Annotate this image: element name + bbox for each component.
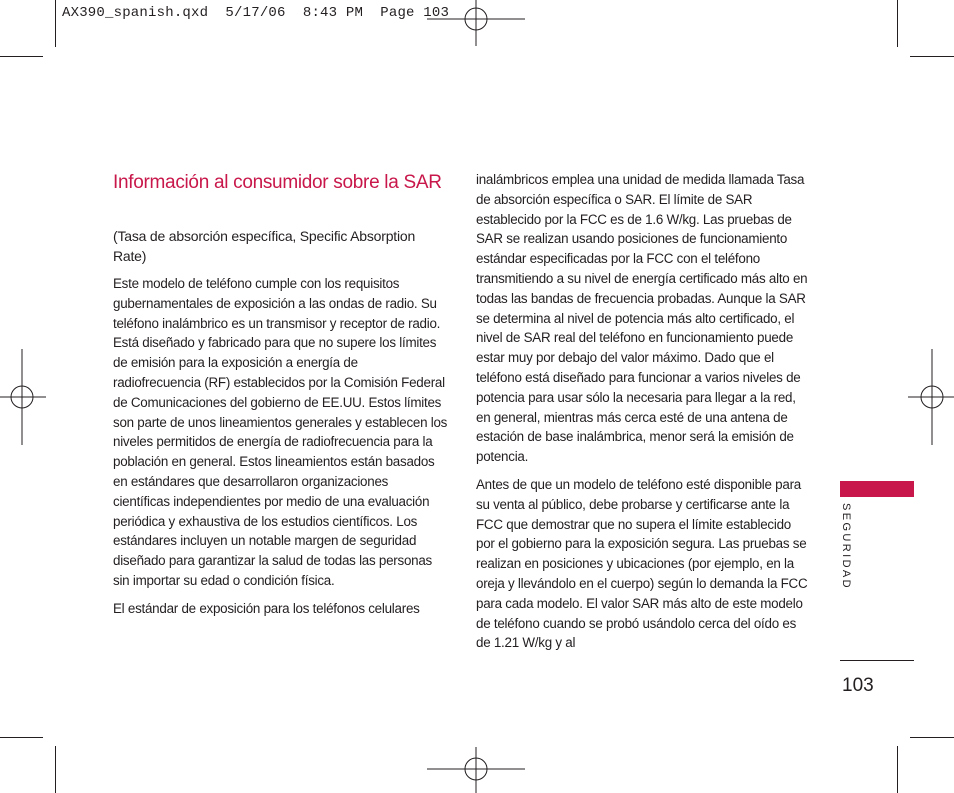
body-paragraph: inalámbricos emplea una unidad de medida llamada Tasa de absorción específica o SAR. El límite de SAR establecido por la FCC es de 1.6 W/kg. Las pruebas de SAR se realizan usando posiciones de funcionamiento estándar especificadas por la FCC con el teléfono transmitiendo a su nivel de energía certificado más alto en todas las bandas de frecuencia probadas. Aunque la SAR se determina al nivel de potencia más alto certificado, el nivel de SAR real del teléfono en funcionamiento puede estar muy por debajo del valor máximo. Dado que el teléfono está diseñado para funcionar a varios niveles de potencia para usar sólo la necesaria para llegar a la red, en general, mientras más cerca esté de una antena de estación de base inalámbrica, menor será la emisión de potencia. xyxy=(476,172,808,465)
left-column xyxy=(113,274,448,627)
section-tab-label: SEGURIDAD xyxy=(840,503,852,590)
crop-mark-bottom-right-horizontal xyxy=(910,737,954,738)
crop-mark-bottom-left-vertical xyxy=(55,746,56,793)
page-number: 103 xyxy=(842,675,874,696)
registration-mark-icon xyxy=(427,745,525,793)
right-column xyxy=(476,170,812,661)
page-title: Información al consumidor sobre la SAR xyxy=(113,172,442,193)
registration-mark-icon xyxy=(908,349,954,445)
crop-mark-top-right-vertical xyxy=(897,0,898,47)
page-number-rule xyxy=(840,660,914,661)
section-tab-bar xyxy=(840,481,914,497)
crop-mark-top-left-vertical xyxy=(55,0,56,47)
print-slug: AX390_spanish.qxd 5/17/06 8:43 PM Page 103 xyxy=(62,5,450,21)
body-paragraph: Antes de que un modelo de teléfono esté disponible para su venta al público, debe probarse y certificarse ante la FCC que demostrar que no supera el límite establecido por el gobierno para la exposición segura. Las pruebas se realizan en posiciones y ubicaciones (por ejemplo, en la oreja y llevándolo en el cuerpo) según lo demanda la FCC para cada modelo. El valor SAR más alto de este modelo de teléfono cuando se probó usándolo cerca del oído es de 1.21 W/kg y al xyxy=(476,476,808,651)
page-subtitle: (Tasa de absorción específica, Specific Absorption Rate) xyxy=(113,228,416,264)
crop-mark-top-right-horizontal xyxy=(910,56,954,57)
crop-mark-top-left-horizontal xyxy=(0,56,43,57)
crop-mark-bottom-right-vertical xyxy=(897,746,898,793)
registration-mark-icon xyxy=(0,349,46,445)
crop-mark-bottom-left-horizontal xyxy=(0,737,43,738)
body-paragraph: Este modelo de teléfono cumple con los requisitos gubernamentales de exposición a las ondas de radio. Su teléfono inalámbrico es un transmisor y receptor de radio. Está diseñado y fabricado para que no supere los límites de emisión para la exposición a energía de radiofrecuencia (RF) establecidos por la Comisión Federal de Comunicaciones del gobierno de EE.UU. Estos límites son parte de unos lineamientos generales y establecen los niveles permitidos de energía de radiofrecuencia para la población en general. Estos lineamientos están basados en estándares que desarrollaron organizaciones científicas independientes por medio de una evaluación periódica y exhaustiva de los estudios científicos. Los estándares incluyen un notable margen de seguridad diseñado para garantizar la salud de todas las personas sin importar su edad o condición física. xyxy=(113,276,448,588)
body-paragraph: El estándar de exposición para los teléfonos celulares xyxy=(113,600,420,616)
registration-mark-icon xyxy=(427,0,525,48)
